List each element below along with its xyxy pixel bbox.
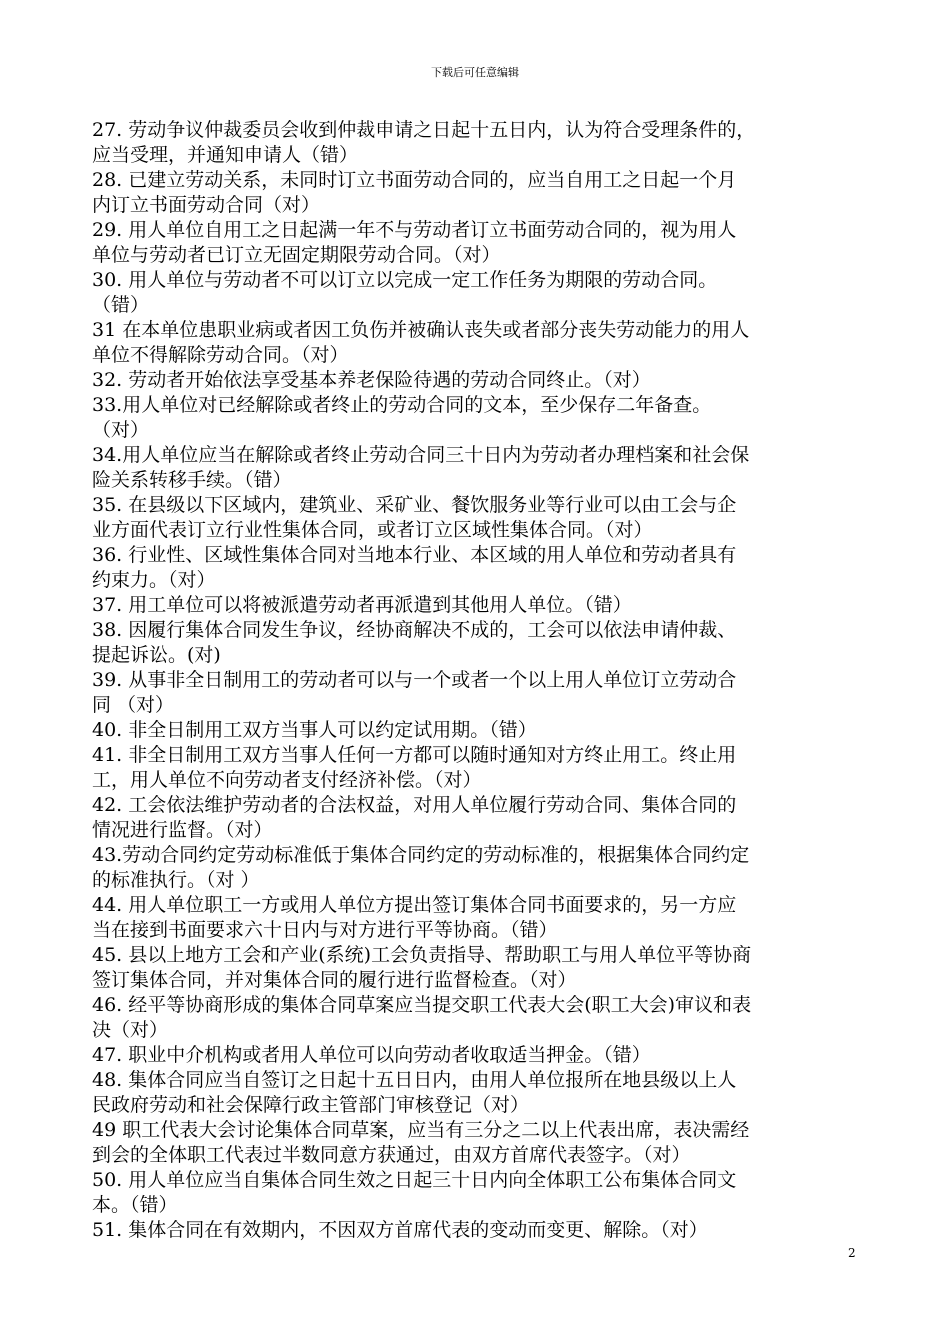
- text-line: 40. 非全日制用工双方当事人可以约定试用期。（错）: [92, 719, 537, 741]
- text-line: 险关系转移手续。（错）: [92, 469, 292, 491]
- text-line: 业方面代表订立行业性集体合同，或者订立区域性集体合同。（对）: [92, 519, 653, 541]
- text-line: 工，用人单位不向劳动者支付经济补偿。（对）: [92, 769, 482, 791]
- text-line: 49 职工代表大会讨论集体合同草案，应当有三分之二以上代表出席，表决需经: [92, 1119, 750, 1141]
- text-line: 28. 已建立劳动关系，未同时订立书面劳动合同的，应当自用工之日起一个月: [92, 169, 737, 191]
- text-line: 同 （对）: [92, 694, 175, 716]
- text-line: 34.用人单位应当在解除或者终止劳动合同三十日内为劳动者办理档案和社会保: [92, 444, 750, 466]
- text-line: 27. 劳动争议仲裁委员会收到仲裁申请之日起十五日内，认为符合受理条件的，: [92, 119, 756, 141]
- text-line: 38. 因履行集体合同发生争议，经协商解决不成的，工会可以依法申请仲裁、: [92, 619, 737, 641]
- text-line: 44. 用人单位职工一方或用人单位方提出签订集体合同书面要求的，另一方应: [92, 894, 737, 916]
- document-body: [92, 118, 872, 1243]
- text-line: 单位不得解除劳动合同。（对）: [92, 344, 349, 366]
- text-line: 39. 从事非全日制用工的劳动者可以与一个或者一个以上用人单位订立劳动合: [92, 669, 737, 691]
- text-line: 当在接到书面要求六十日内与对方进行平等协商。（错）: [92, 919, 558, 941]
- text-line: 单位与劳动者已订立无固定期限劳动合同。（对）: [92, 244, 501, 266]
- text-line: 41. 非全日制用工双方当事人任何一方都可以随时通知对方终止用工。终止用: [92, 744, 737, 766]
- text-line: 42. 工会依法维护劳动者的合法权益，对用人单位履行劳动合同、集体合同的: [92, 794, 737, 816]
- text-line: 民政府劳动和社会保障行政主管部门审核登记（对）: [92, 1094, 530, 1116]
- text-line: 45. 县以上地方工会和产业(系统)工会负责指导、帮助职工与用人单位平等协商: [92, 944, 752, 966]
- text-line: 内订立书面劳动合同（对）: [92, 194, 321, 216]
- text-line: 应当受理，并通知申请人（错）: [92, 144, 359, 166]
- text-line: 46. 经平等协商形成的集体合同草案应当提交职工代表大会(职工大会)审议和表: [92, 994, 752, 1016]
- text-line: 到会的全体职工代表过半数同意方获通过，由双方首席代表签字。（对）: [92, 1144, 691, 1166]
- text-line: 37. 用工单位可以将被派遣劳动者再派遣到其他用人单位。（错）: [92, 594, 632, 616]
- text-line: 35. 在县级以下区域内，建筑业、采矿业、餐饮服务业等行业可以由工会与企: [92, 494, 737, 516]
- text-line: 29. 用人单位自用工之日起满一年不与劳动者订立书面劳动合同的，视为用人: [92, 219, 737, 241]
- text-line: 43.劳动合同约定劳动标准低于集体合同约定的劳动标准的，根据集体合同约定: [92, 844, 750, 866]
- text-line: （对）: [92, 419, 150, 441]
- text-line: 的标准执行。（对 ）: [92, 869, 260, 891]
- text-line: 决（对）: [92, 1019, 169, 1041]
- text-line: 提起诉讼。(对): [92, 644, 221, 666]
- page-number: 2: [848, 1246, 856, 1260]
- text-line: 32. 劳动者开始依法享受基本养老保险待遇的劳动合同终止。（对）: [92, 369, 651, 391]
- page-header: 下载后可任意编辑: [431, 66, 519, 79]
- text-line: 30. 用人单位与劳动者不可以订立以完成一定工作任务为期限的劳动合同。: [92, 269, 718, 291]
- text-line: 48. 集体合同应当自签订之日起十五日日内，由用人单位报所在地县级以上人: [92, 1069, 737, 1091]
- text-line: 47. 职业中介机构或者用人单位可以向劳动者收取适当押金。（错）: [92, 1044, 651, 1066]
- text-line: 约束力。（对）: [92, 569, 216, 591]
- text-line: （错）: [92, 294, 150, 316]
- text-line: 50. 用人单位应当自集体合同生效之日起三十日内向全体职工公布集体合同文: [92, 1169, 737, 1191]
- text-line: 51. 集体合同在有效期内，不因双方首席代表的变动而变更、解除。（对）: [92, 1219, 708, 1241]
- text-line: 36. 行业性、区域性集体合同对当地本行业、本区域的用人单位和劳动者具有: [92, 544, 737, 566]
- text-line: 33.用人单位对已经解除或者终止的劳动合同的文本，至少保存二年备查。: [92, 394, 712, 416]
- text-line: 签订集体合同，并对集体合同的履行进行监督检查。（对）: [92, 969, 577, 991]
- text-line: 情况进行监督。（对）: [92, 819, 273, 841]
- text-line: 本。（错）: [92, 1194, 178, 1216]
- text-line: 31 在本单位患职业病或者因工负伤并被确认丧失或者部分丧失劳动能力的用人: [92, 319, 750, 341]
